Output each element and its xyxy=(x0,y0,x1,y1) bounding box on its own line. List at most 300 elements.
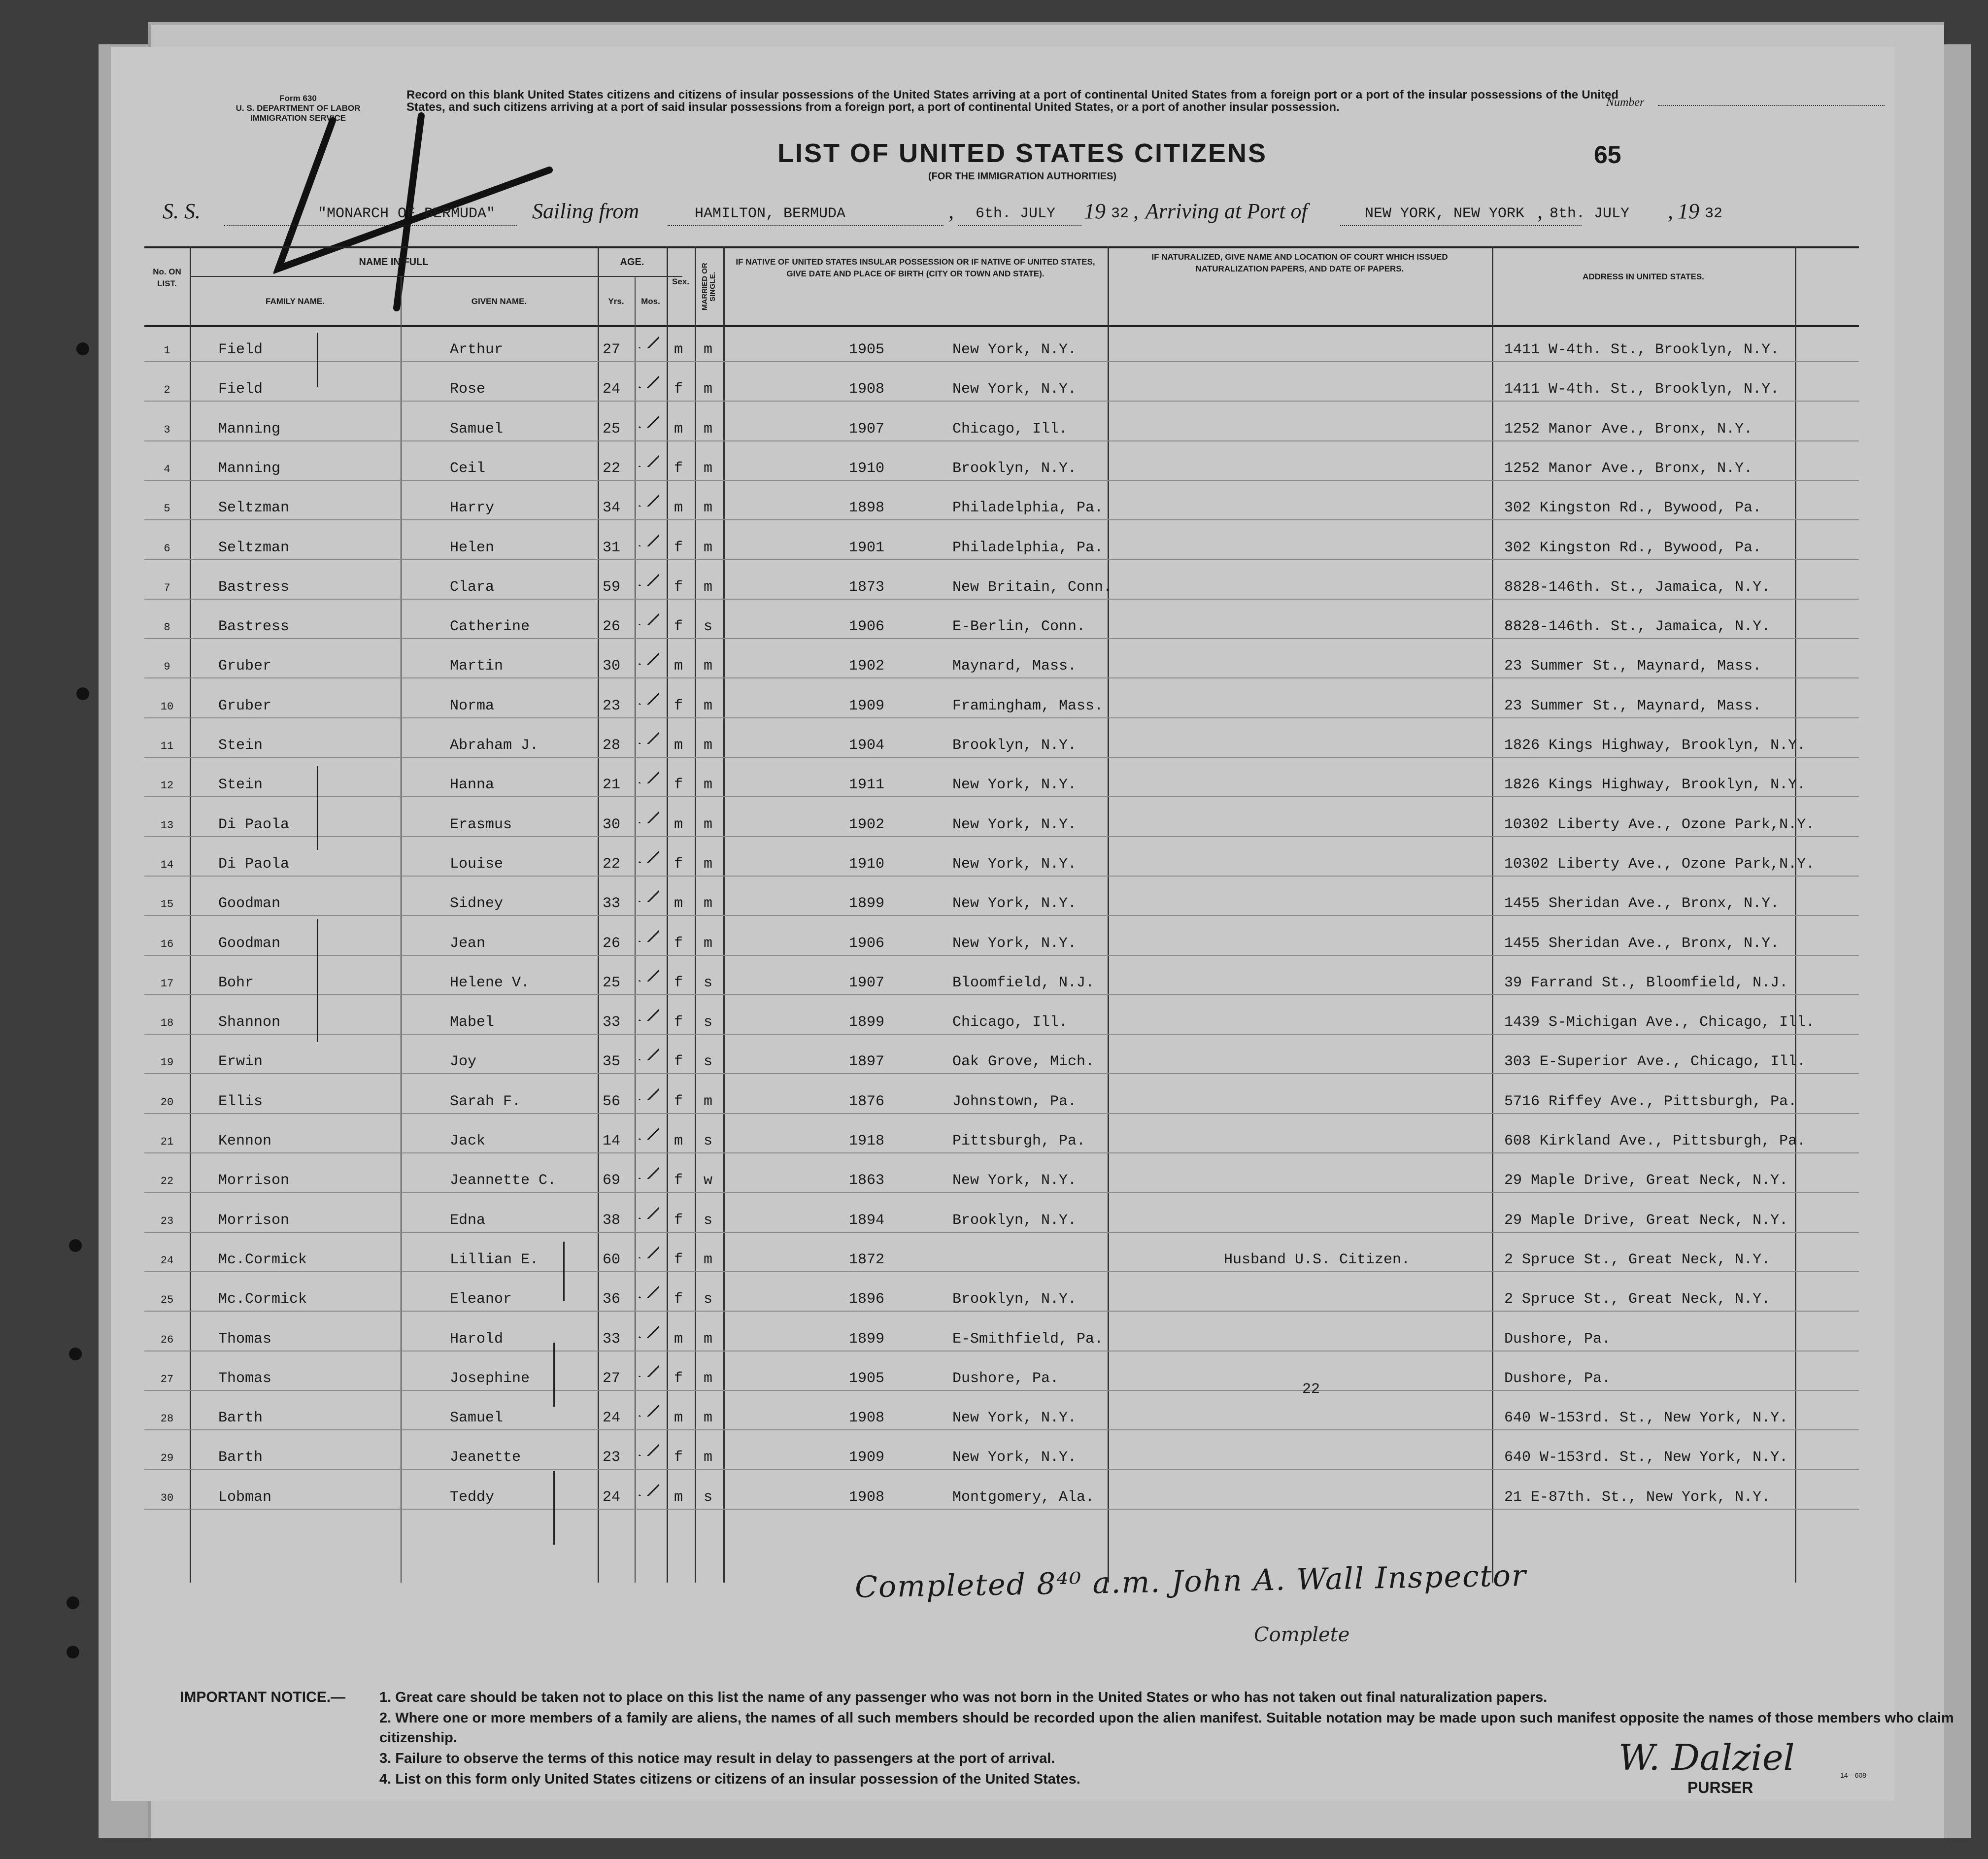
cell-no: 6 xyxy=(164,542,170,555)
cell-family: Ellis xyxy=(218,1093,263,1110)
cell-no: 28 xyxy=(160,1413,174,1425)
cell-place: Maynard, Mass. xyxy=(952,658,1077,675)
header-name-in-full: NAME IN FULL xyxy=(359,257,429,268)
cell-addr: 302 Kingston Rd., Bywood, Pa. xyxy=(1504,500,1762,517)
cell-family: Mc.Cormick xyxy=(218,1251,307,1268)
cell-age: 24 xyxy=(603,1488,621,1506)
check-mark-icon xyxy=(637,928,659,942)
purser-label: PURSER xyxy=(1687,1779,1753,1796)
check-mark-icon xyxy=(637,493,659,507)
cell-family: Bastress xyxy=(218,578,290,596)
notice-item: 4. List on this form only United States citizens or citizens of an insular possession of the United States. xyxy=(379,1771,1080,1787)
cell-addr: 39 Farrand St., Bloomfield, N.J. xyxy=(1504,974,1788,991)
department: U. S. DEPARTMENT OF LABOR xyxy=(236,103,361,113)
cell-addr: Dushore, Pa. xyxy=(1504,1370,1611,1387)
table-row xyxy=(144,570,1859,609)
cell-year: 1898 xyxy=(849,500,885,517)
cell-ms: m xyxy=(704,658,713,675)
cell-addr: 5716 Riffey Ave., Pittsburgh, Pa. xyxy=(1504,1093,1797,1110)
cell-given: Lillian E. xyxy=(450,1251,539,1268)
cell-age: 59 xyxy=(603,578,621,596)
cell-place: Johnstown, Pa. xyxy=(952,1093,1077,1110)
header-family-name: FAMILY NAME. xyxy=(266,297,325,306)
cell-year: 1905 xyxy=(849,1370,885,1387)
cell-age: 14 xyxy=(603,1133,621,1149)
cell-family: Erwin xyxy=(218,1053,263,1071)
header-birth: IF NATIVE OF UNITED STATES INSULAR POSSESSION OR IF NATIVE OF UNITED STATES, GIVE DATE AND PLACE OF BIRTH (CITY OR TOWN AND STATE). xyxy=(736,257,1095,278)
punch-hole xyxy=(67,1596,79,1609)
cell-addr: 1411 W-4th. St., Brooklyn, N.Y. xyxy=(1504,341,1780,358)
table-row xyxy=(144,1203,1859,1243)
cell-family: Gruber xyxy=(218,697,272,714)
cell-ms: m xyxy=(704,1251,713,1268)
cell-place: Brooklyn, N.Y. xyxy=(952,737,1077,754)
cell-given: Hanna xyxy=(450,777,495,794)
cell-place: Chicago, Ill. xyxy=(952,420,1068,438)
cell-age: 22 xyxy=(603,460,621,477)
check-mark-icon xyxy=(637,1482,659,1496)
cell-family: Seltzman xyxy=(218,539,290,556)
cell-year: 1899 xyxy=(849,895,885,913)
voyage-line: S. S. "MONARCH OF BERMUDA" Sailing from HAMILTON, BERMUDA , 6th. JULY 19 32 , Arriving at Port of NEW YORK, NEW YORK , 8th. JULY , 19 32 xyxy=(111,195,1894,244)
page-number: 65 xyxy=(1594,141,1621,169)
cell-year: 1902 xyxy=(849,658,885,675)
cell-family: Morrison xyxy=(218,1172,290,1189)
cell-year: 1907 xyxy=(849,974,885,991)
header-sex: Sex. xyxy=(672,277,689,286)
table-row xyxy=(144,886,1859,926)
cell-given: Rose xyxy=(450,381,486,398)
cell-year: 1909 xyxy=(849,697,885,714)
cell-sex: f xyxy=(674,1172,683,1189)
cell-given: Josephine xyxy=(450,1370,530,1387)
cell-sex: m xyxy=(674,341,683,358)
cell-sex: f xyxy=(674,1014,683,1031)
cell-addr: 1826 Kings Highway, Brooklyn, N.Y. xyxy=(1504,737,1806,754)
cell-place: Chicago, Ill. xyxy=(952,1014,1068,1031)
header-age: AGE. xyxy=(620,257,644,268)
cell-year: 1899 xyxy=(849,1330,885,1348)
page-subtitle: (FOR THE IMMIGRATION AUTHORITIES) xyxy=(928,171,1117,182)
cell-age: 33 xyxy=(603,1330,621,1348)
cell-year: 1908 xyxy=(849,381,885,398)
cell-addr: 29 Maple Drive, Great Neck, N.Y. xyxy=(1504,1212,1788,1229)
cell-age: 26 xyxy=(603,618,621,636)
cell-no: 18 xyxy=(160,1017,174,1030)
cell-age: 56 xyxy=(603,1093,621,1110)
header-years: Yrs. xyxy=(608,297,624,306)
cell-addr: 640 W-153rd. St., New York, N.Y. xyxy=(1504,1449,1788,1466)
check-mark-icon xyxy=(637,572,659,586)
cell-no: 26 xyxy=(160,1333,174,1346)
cell-no: 14 xyxy=(160,858,174,871)
cell-place: New York, N.Y. xyxy=(952,855,1077,873)
check-mark-icon xyxy=(637,1245,659,1258)
cell-ms: m xyxy=(704,1330,713,1348)
table-row xyxy=(144,1322,1859,1361)
cell-sex: f xyxy=(674,1053,683,1071)
check-mark-icon xyxy=(637,1442,659,1456)
table-row xyxy=(144,1005,1859,1045)
cell-given: Erasmus xyxy=(450,816,512,833)
table-row xyxy=(144,1084,1859,1124)
cell-given: Edna xyxy=(450,1212,486,1229)
check-mark-icon xyxy=(637,1324,659,1338)
cell-family: Manning xyxy=(218,460,281,477)
depart-year-prefix: 19 xyxy=(1084,199,1106,223)
cell-sex: f xyxy=(674,935,683,952)
cell-year: 1899 xyxy=(849,1014,885,1031)
cell-given: Helene V. xyxy=(450,974,530,991)
cell-age: 21 xyxy=(603,777,621,794)
cell-sex: m xyxy=(674,1410,683,1427)
cell-year: 1906 xyxy=(849,618,885,636)
cell-age: 60 xyxy=(603,1251,621,1268)
cell-ms: m xyxy=(704,381,713,398)
cell-no: 21 xyxy=(160,1136,174,1148)
cell-family: Di Paola xyxy=(218,855,290,873)
cell-place: Framingham, Mass. xyxy=(952,697,1104,714)
cell-no: 1 xyxy=(164,344,170,357)
cell-family: Stein xyxy=(218,737,263,754)
cell-given: Harry xyxy=(450,500,495,517)
cell-no: 7 xyxy=(164,581,170,594)
cell-given: Sidney xyxy=(450,895,504,913)
cell-given: Martin xyxy=(450,658,504,675)
cell-place: New York, N.Y. xyxy=(952,341,1077,358)
cell-addr: 23 Summer St., Maynard, Mass. xyxy=(1504,658,1762,675)
cell-place: Oak Grove, Mich. xyxy=(952,1053,1095,1071)
cell-family: Seltzman xyxy=(218,500,290,517)
cell-no: 23 xyxy=(160,1215,174,1227)
cell-place: New York, N.Y. xyxy=(952,935,1077,952)
cell-given: Jeanette xyxy=(450,1449,521,1466)
cell-year: 1908 xyxy=(849,1488,885,1506)
cell-addr: 1411 W-4th. St., Brooklyn, N.Y. xyxy=(1504,381,1780,398)
cell-sex: m xyxy=(674,737,683,754)
cell-no: 4 xyxy=(164,463,170,475)
arrival-port: NEW YORK, NEW YORK xyxy=(1365,205,1525,222)
punch-hole xyxy=(76,342,89,355)
cell-addr: 1455 Sheridan Ave., Bronx, N.Y. xyxy=(1504,895,1780,913)
cell-addr: 23 Summer St., Maynard, Mass. xyxy=(1504,697,1762,714)
cell-age: 27 xyxy=(603,341,621,358)
cell-place: Brooklyn, N.Y. xyxy=(952,1291,1077,1308)
check-mark-icon xyxy=(637,374,659,388)
cell-place: New Britain, Conn. xyxy=(952,578,1112,596)
cell-place: Brooklyn, N.Y. xyxy=(952,1212,1077,1229)
table-row xyxy=(144,491,1859,530)
cell-year: 1873 xyxy=(849,578,885,596)
cell-ms: s xyxy=(704,1291,713,1308)
cell-no: 16 xyxy=(160,938,174,950)
cell-place: New York, N.Y. xyxy=(952,1449,1077,1466)
cell-ms: m xyxy=(704,578,713,596)
cell-no: 25 xyxy=(160,1294,174,1307)
cell-ms: m xyxy=(704,697,713,714)
cell-ms: s xyxy=(704,618,713,636)
cell-ms: s xyxy=(704,974,713,991)
cell-ms: s xyxy=(704,1488,713,1506)
cell-sex: m xyxy=(674,500,683,517)
cell-addr: 8828-146th. St., Jamaica, N.Y. xyxy=(1504,578,1771,596)
check-mark-icon xyxy=(637,651,659,665)
form-number: Form 630 xyxy=(279,94,317,103)
pencil-mark xyxy=(553,1343,555,1407)
cell-sex: f xyxy=(674,578,683,596)
pencil-mark xyxy=(317,919,318,1042)
cell-year: 1910 xyxy=(849,855,885,873)
header-address: ADDRESS IN UNITED STATES. xyxy=(1583,272,1704,281)
cell-given: Mabel xyxy=(450,1014,495,1031)
cell-ms: s xyxy=(704,1014,713,1031)
cell-place: Bloomfield, N.J. xyxy=(952,974,1095,991)
cell-year: 1904 xyxy=(849,737,885,754)
pencil-mark xyxy=(553,1471,555,1545)
cell-ms: m xyxy=(704,341,713,358)
cell-ms: s xyxy=(704,1053,713,1071)
intro-text: Record on this blank United States citizens and citizens of insular possessions of the United States arriving at a port of continental United States from a foreign port or a port of the insular possessions of the United States, and such citizens arriving at a port of said insular possessions from a foreign port, a port of continental United States, or a port of another insular possession. xyxy=(406,88,1618,114)
cell-age: 69 xyxy=(603,1172,621,1189)
cell-addr: 21 E-87th. St., New York, N.Y. xyxy=(1504,1488,1771,1506)
cell-sex: m xyxy=(674,816,683,833)
cell-family: Manning xyxy=(218,420,281,438)
cell-given: Helen xyxy=(450,539,495,556)
cell-year: 1918 xyxy=(849,1133,885,1149)
check-mark-icon xyxy=(637,849,659,863)
table-row xyxy=(144,1282,1859,1321)
cell-age: 25 xyxy=(603,420,621,438)
cell-place: New York, N.Y. xyxy=(952,381,1077,398)
table-row xyxy=(144,1243,1859,1282)
cell-given: Harold xyxy=(450,1330,504,1348)
cell-sex: f xyxy=(674,618,683,636)
cell-given: Jean xyxy=(450,935,486,952)
cell-given: Abraham J. xyxy=(450,737,539,754)
check-mark-icon xyxy=(637,968,659,981)
punch-hole xyxy=(69,1348,82,1360)
cell-no: 17 xyxy=(160,977,174,990)
cell-year: 1876 xyxy=(849,1093,885,1110)
cell-place: Montgomery, Ala. xyxy=(952,1488,1095,1506)
cell-sex: f xyxy=(674,539,683,556)
punch-hole xyxy=(69,1239,82,1252)
cell-given: Teddy xyxy=(450,1488,495,1506)
cell-place: Brooklyn, N.Y. xyxy=(952,460,1077,477)
table-row xyxy=(144,808,1859,847)
cell-year: 1863 xyxy=(849,1172,885,1189)
notice-heading: IMPORTANT NOTICE.— xyxy=(180,1689,346,1705)
cell-no: 8 xyxy=(164,621,170,634)
page-title: LIST OF UNITED STATES CITIZENS xyxy=(777,138,1267,168)
cell-given: Ceil xyxy=(450,460,486,477)
table-row xyxy=(144,649,1859,688)
cell-addr: 1455 Sheridan Ave., Bronx, N.Y. xyxy=(1504,935,1780,952)
cell-place: New York, N.Y. xyxy=(952,895,1077,913)
table-row xyxy=(144,1045,1859,1084)
cell-age: 27 xyxy=(603,1370,621,1387)
cell-ms: m xyxy=(704,539,713,556)
cell-ms: w xyxy=(704,1172,713,1189)
table-row xyxy=(144,1163,1859,1203)
cell-age: 28 xyxy=(603,737,621,754)
cell-family: Shannon xyxy=(218,1014,281,1031)
cell-sex: f xyxy=(674,855,683,873)
cell-family: Mc.Cormick xyxy=(218,1291,307,1308)
table-row xyxy=(144,1480,1859,1520)
check-mark-icon xyxy=(637,770,659,783)
table-row xyxy=(144,531,1859,570)
cell-age: 35 xyxy=(603,1053,621,1071)
pencil-mark xyxy=(317,766,318,850)
cell-given: Eleanor xyxy=(450,1291,512,1308)
cell-family: Field xyxy=(218,381,263,398)
cell-family: Gruber xyxy=(218,658,272,675)
cell-age: 23 xyxy=(603,1449,621,1466)
cell-sex: m xyxy=(674,1133,683,1149)
arriving-label: Arriving at Port of xyxy=(1146,199,1308,223)
cell-given: Samuel xyxy=(450,1410,504,1427)
cell-no: 13 xyxy=(160,819,174,832)
cell-no: 15 xyxy=(160,898,174,911)
table-row xyxy=(144,966,1859,1005)
cell-addr: 303 E-Superior Ave., Chicago, Ill. xyxy=(1504,1053,1806,1071)
cell-family: Barth xyxy=(218,1410,263,1427)
check-mark-icon xyxy=(637,1126,659,1140)
cell-year: 1907 xyxy=(849,420,885,438)
header-married-single: MARRIED OR SINGLE. xyxy=(701,263,717,311)
check-mark-icon xyxy=(637,1403,659,1417)
cell-family: Thomas xyxy=(218,1370,272,1387)
cell-given: Louise xyxy=(450,855,504,873)
cell-year: 1896 xyxy=(849,1291,885,1308)
cell-addr: 1826 Kings Highway, Brooklyn, N.Y. xyxy=(1504,777,1806,794)
passenger-ledger xyxy=(144,246,1859,1583)
check-mark-icon xyxy=(637,1205,659,1219)
cell-age: 26 xyxy=(603,935,621,952)
punch-hole xyxy=(67,1646,79,1658)
cell-place: E-Berlin, Conn. xyxy=(952,618,1086,636)
number-field[interactable] xyxy=(1658,105,1885,106)
cell-age: 38 xyxy=(603,1212,621,1229)
cell-ms: m xyxy=(704,935,713,952)
header-naturalized: IF NATURALIZED, GIVE NAME AND LOCATION OF COURT WHICH ISSUED NATURALIZATION PAPERS, AND DATE OF PAPERS. xyxy=(1151,252,1448,273)
cell-age: 31 xyxy=(603,539,621,556)
cell-family: Goodman xyxy=(218,895,281,913)
check-mark-icon xyxy=(637,1165,659,1179)
table-row xyxy=(144,689,1859,728)
cell-ms: m xyxy=(704,460,713,477)
cell-place: E-Smithfield, Pa. xyxy=(952,1330,1104,1348)
cell-place: Philadelphia, Pa. xyxy=(952,500,1104,517)
cell-place: New York, N.Y. xyxy=(952,1172,1077,1189)
cell-year: 1897 xyxy=(849,1053,885,1071)
cell-addr: 8828-146th. St., Jamaica, N.Y. xyxy=(1504,618,1771,636)
cell-sex: f xyxy=(674,1370,683,1387)
cell-year: 1894 xyxy=(849,1212,885,1229)
cell-ms: m xyxy=(704,500,713,517)
cell-age: 25 xyxy=(603,974,621,991)
cell-addr: 302 Kingston Rd., Bywood, Pa. xyxy=(1504,539,1762,556)
cell-ms: m xyxy=(704,777,713,794)
cell-ms: s xyxy=(704,1133,713,1149)
table-row xyxy=(144,451,1859,491)
cell-place: Dushore, Pa. xyxy=(952,1370,1059,1387)
cell-sex: f xyxy=(674,1212,683,1229)
cell-no: 11 xyxy=(160,740,174,752)
cell-age: 33 xyxy=(603,1014,621,1031)
cell-year: 1905 xyxy=(849,341,885,358)
cell-given: Arthur xyxy=(450,341,504,358)
table-row xyxy=(144,1361,1859,1401)
check-mark-icon xyxy=(637,533,659,546)
cell-addr: 29 Maple Drive, Great Neck, N.Y. xyxy=(1504,1172,1788,1189)
sailing-label: Sailing from xyxy=(532,199,640,223)
cell-ms: m xyxy=(704,816,713,833)
cell-ms: m xyxy=(704,855,713,873)
cell-age: 24 xyxy=(603,381,621,398)
pencil-mark xyxy=(563,1242,565,1301)
cell-family: Lobman xyxy=(218,1488,272,1506)
cell-no: 10 xyxy=(160,700,174,713)
complete-annotation: Complete xyxy=(1254,1623,1350,1646)
notice-item: 1. Great care should be taken not to place on this list the name of any passenger who was not born in the United States or who has not taken out final naturalization papers. xyxy=(379,1690,1548,1705)
departure-day: 6th. JULY xyxy=(976,205,1056,222)
cell-sex: m xyxy=(674,895,683,913)
notice-item: 2. Where one or more members of a family are aliens, the names of all such members should be recorded upon the alien manifest. Suitable notation may be made upon such manifest opposite the names of those members who claim citizenship. xyxy=(379,1710,1954,1746)
cell-age: 33 xyxy=(603,895,621,913)
table-row xyxy=(144,926,1859,966)
departure-port: HAMILTON, BERMUDA xyxy=(695,205,846,222)
cell-age: 22 xyxy=(603,855,621,873)
cell-year: 1902 xyxy=(849,816,885,833)
cell-place: New York, N.Y. xyxy=(952,816,1077,833)
cell-ms: m xyxy=(704,1410,713,1427)
cell-ms: m xyxy=(704,420,713,438)
cell-ms: m xyxy=(704,895,713,913)
cell-place: New York, N.Y. xyxy=(952,1410,1077,1427)
check-mark-icon xyxy=(637,1284,659,1298)
cell-addr: 2 Spruce St., Great Neck, N.Y. xyxy=(1504,1291,1771,1308)
arrival-year: 32 xyxy=(1705,205,1723,222)
cell-nat: 22 xyxy=(1302,1381,1320,1398)
cell-addr: 1252 Manor Ave., Bronx, N.Y. xyxy=(1504,420,1753,438)
cell-sex: f xyxy=(674,777,683,794)
header-number: No. ON LIST. xyxy=(153,267,181,288)
cell-given: Sarah F. xyxy=(450,1093,521,1110)
cell-ms: m xyxy=(704,1093,713,1110)
cell-family: Field xyxy=(218,341,263,358)
cell-ms: s xyxy=(704,1212,713,1229)
cell-age: 23 xyxy=(603,697,621,714)
check-mark-icon xyxy=(637,414,659,428)
cell-year: 1909 xyxy=(849,1449,885,1466)
table-row xyxy=(144,1440,1859,1480)
punch-hole xyxy=(76,687,89,700)
check-mark-icon xyxy=(637,611,659,625)
cell-given: Jeannette C. xyxy=(450,1172,557,1189)
cell-sex: f xyxy=(674,1251,683,1268)
header-months: Mos. xyxy=(641,297,660,306)
cell-ms: m xyxy=(704,737,713,754)
table-row xyxy=(144,847,1859,886)
cell-ms: m xyxy=(704,1449,713,1466)
check-mark-icon xyxy=(637,1007,659,1021)
cell-given: Norma xyxy=(450,697,495,714)
cell-sex: f xyxy=(674,460,683,477)
cell-given: Catherine xyxy=(450,618,530,636)
cell-no: 2 xyxy=(164,384,170,397)
